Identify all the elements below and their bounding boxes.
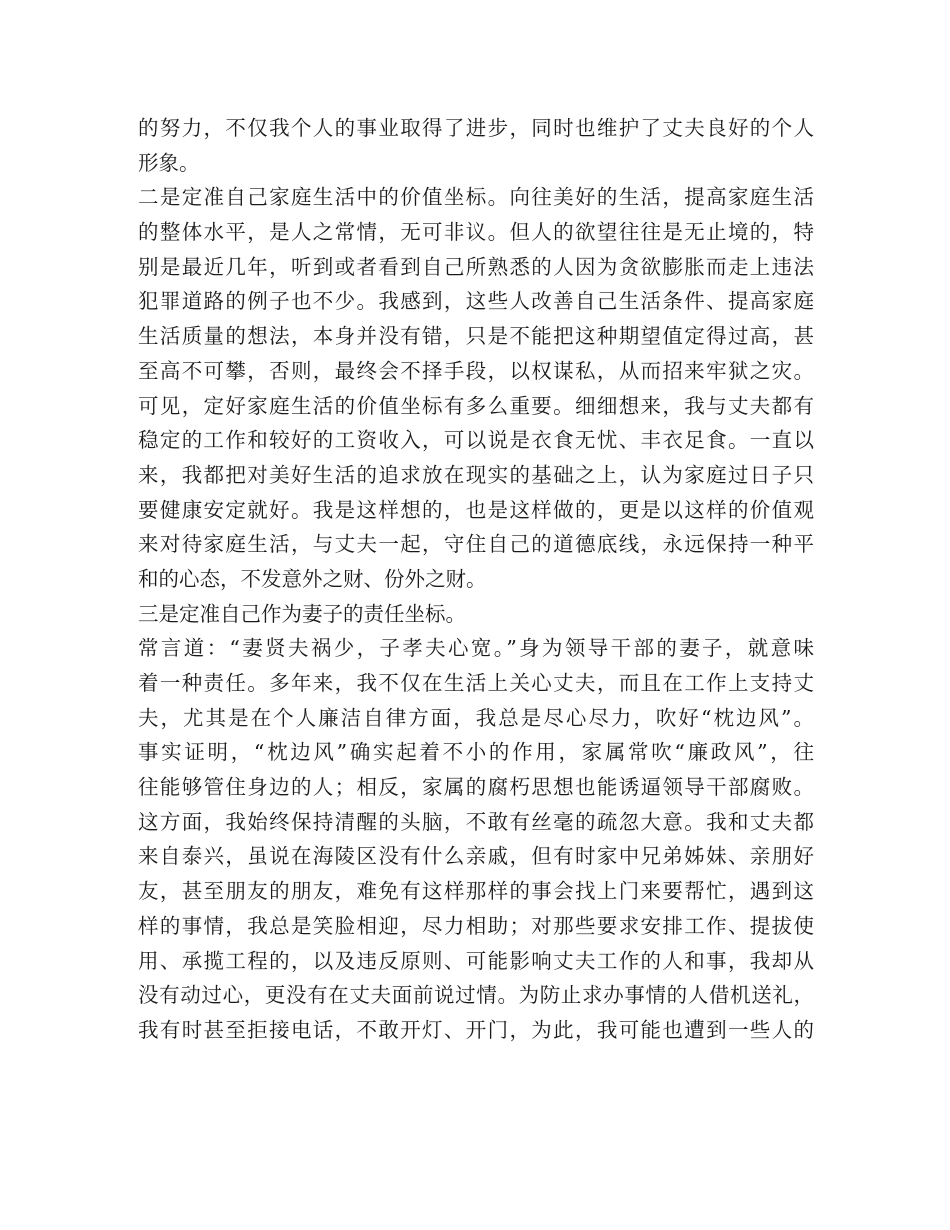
- text-line: 形象。: [138, 150, 200, 175]
- text-line: 的整体水平，是人之常情，无可非议。但人的欲望往往是无止境的，特: [138, 220, 814, 245]
- text-line: 事实证明，“枕边风”确实起着不小的作用，家属常吹“廉政风”，往: [138, 740, 814, 765]
- text-line: 来自泰兴，虽说在海陵区没有什么亲戚，但有时家中兄弟姊妹、亲朋好: [138, 844, 814, 869]
- text-line: 我有时甚至拒接电话，不敢开灯、开门，为此，我可能也遭到一些人的: [138, 1017, 814, 1042]
- text-line: 和的心态，不发意外之财、份外之财。: [138, 566, 487, 591]
- text-line: 友，甚至朋友的朋友，难免有这样那样的事会找上门来要帮忙，遇到这: [138, 879, 814, 904]
- text-line: 没有动过心，更没有在丈夫面前说过情。为防止求办事情的人借机送礼，: [138, 983, 814, 1008]
- text-line: 着一种责任。多年来，我不仅在生活上关心丈夫，而且在工作上支持丈: [138, 671, 814, 695]
- text-line: 用、承揽工程的，以及违反原则、可能影响丈夫工作的人和事，我却从: [138, 948, 814, 973]
- text-line: 来，我都把对美好生活的追求放在现实的基础之上，认为家庭过日子只: [138, 462, 814, 487]
- text-line: 二是定准自己家庭生活中的价值坐标。向往美好的生活，提高家庭生活: [138, 185, 814, 210]
- text-line: 犯罪道路的例子也不少。我感到，这些人改善自己生活条件、提高家庭: [138, 289, 814, 314]
- text-line: 常言道：“妻贤夫祸少，子孝夫心宽。”身为领导干部的妻子，就意味: [138, 636, 814, 661]
- body-text: [138, 111, 814, 1048]
- text-line: 三是定准自己作为妻子的责任坐标。: [138, 601, 466, 626]
- text-line: 至高不可攀，否则，最终会不择手段，以权谋私，从而招来牢狱之灾。: [138, 358, 814, 383]
- text-line: 可见，定好家庭生活的价值坐标有多么重要。细细想来，我与丈夫都有: [138, 393, 814, 418]
- text-line: 生活质量的想法，本身并没有错，只是不能把这种期望值定得过高，甚: [138, 324, 814, 349]
- text-line: 往能够管住身边的人；相反，家属的腐朽思想也能诱逼领导干部腐败。: [138, 775, 814, 800]
- text-line: 别是最近几年，听到或者看到自己所熟悉的人因为贪欲膨胀而走上违法: [138, 254, 814, 279]
- text-line: 的努力，不仅我个人的事业取得了进步，同时也维护了丈夫良好的个人: [138, 116, 814, 140]
- text-line: 要健康安定就好。我是这样想的，也是这样做的，更是以这样的价值观: [138, 497, 814, 522]
- text-line: 夫，尤其是在个人廉洁自律方面，我总是尽心尽力，吹好“枕边风”。: [138, 705, 814, 730]
- text-line: 来对待家庭生活，与丈夫一起，守住自己的道德底线，永远保持一种平: [138, 532, 814, 557]
- text-line: 稳定的工作和较好的工资收入，可以说是衣食无忧、丰衣足食。一直以: [138, 428, 814, 453]
- text-line: 这方面，我始终保持清醒的头脑，不敢有丝毫的疏忽大意。我和丈夫都: [138, 809, 814, 834]
- text-line: 样的事情，我总是笑脸相迎，尽力相助；对那些要求安排工作、提拔使: [138, 913, 814, 938]
